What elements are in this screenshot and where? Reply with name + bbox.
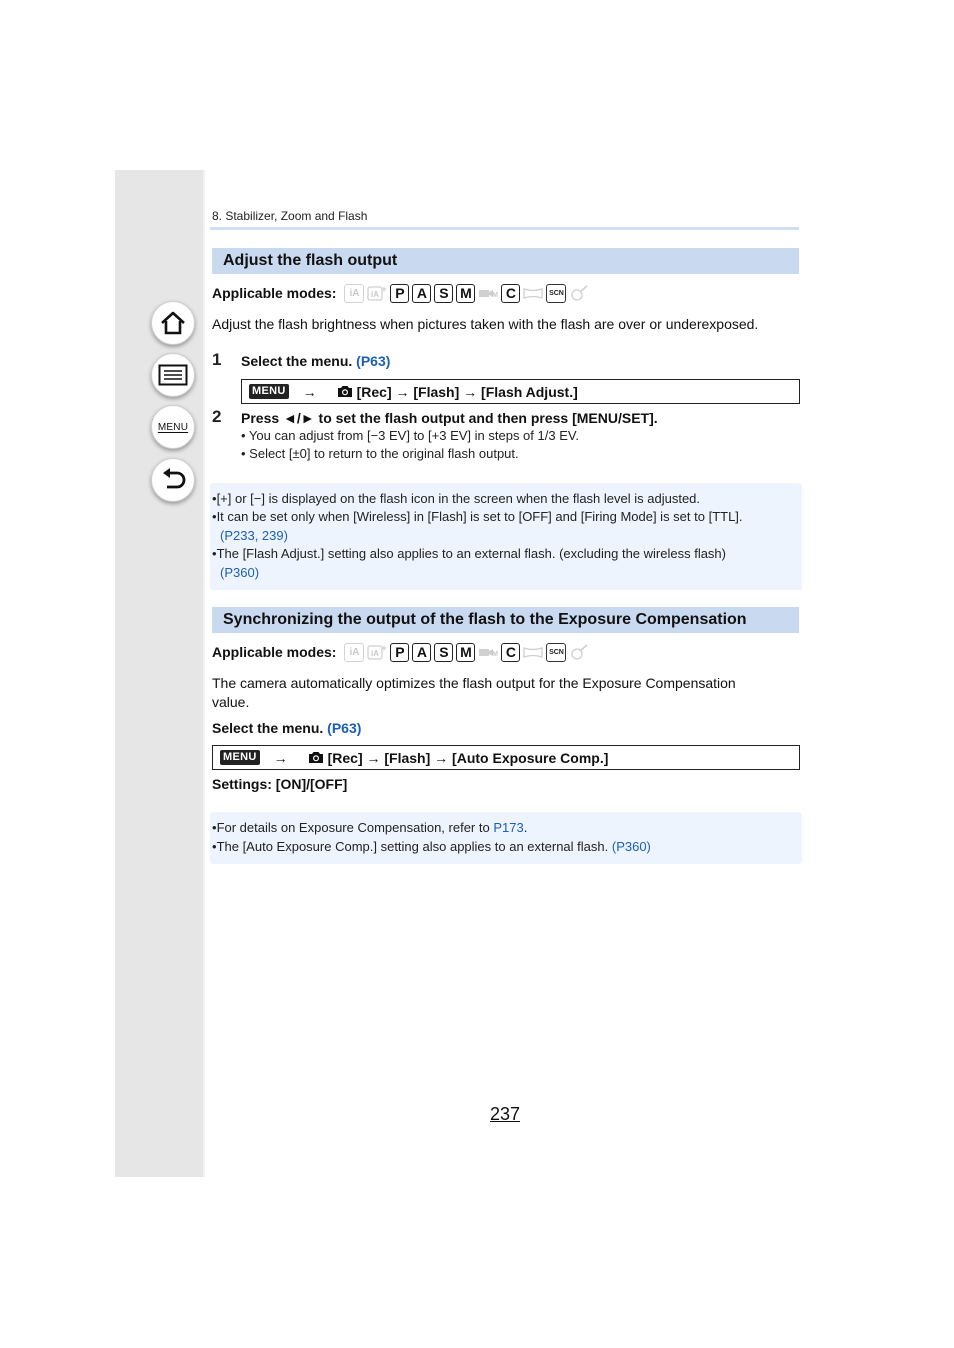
program-mode-icon: P <box>390 643 409 662</box>
section-title: Synchronizing the output of the flash to the Exposure Compensation <box>223 611 747 628</box>
step-instruction: Press ◄/► to set the flash output and then press [MENU/SET]. <box>241 410 658 426</box>
arrow-glyph: → <box>273 749 288 766</box>
menu-button-badge: MENU <box>249 384 289 399</box>
note-text: For details on Exposure Compensation, refer to <box>216 820 490 835</box>
home-icon <box>159 310 187 336</box>
note-item: •For details on Exposure Compensation, refer to P173. <box>212 820 528 835</box>
home-button[interactable] <box>151 301 195 345</box>
step-number: 1 <box>212 350 222 369</box>
svg-text:+: + <box>381 284 388 294</box>
note-text: The [Auto Exposure Comp.] setting also applies to an external flash. <box>216 839 609 854</box>
step-text: Select the menu. <box>212 720 324 736</box>
section-intro: Adjust the flash brightness when pictures taken with the flash are over or underexposed. <box>212 316 759 332</box>
step-instruction <box>241 353 390 369</box>
page-link[interactable]: (P233, 239) <box>220 528 288 543</box>
return-arrow-icon <box>159 467 187 493</box>
back-button[interactable] <box>151 458 195 502</box>
sidebar-edge <box>203 170 205 1177</box>
page-link[interactable]: P173 <box>493 820 524 835</box>
notes-box <box>210 483 802 590</box>
camera-icon <box>337 385 353 398</box>
scene-guide-mode-icon: SCN <box>546 643 566 662</box>
menu-list-button[interactable] <box>151 405 195 449</box>
step-bullets <box>241 427 579 463</box>
notes-box <box>210 812 802 864</box>
creative-control-mode-icon <box>569 284 589 303</box>
note-text: It can be set only when [Wireless] in [Flash] is set to [OFF] and [Firing Mode] is set to [TTL]. <box>216 509 743 524</box>
note-text: The [Flash Adjust.] setting also applies to an external flash. (excluding the wireless flash) <box>216 546 726 561</box>
page-link[interactable]: (P360) <box>611 839 651 854</box>
scene-guide-mode-icon: SCN <box>546 284 566 303</box>
applicable-modes-label: Applicable modes: <box>212 644 337 660</box>
program-mode-icon: P <box>390 284 409 303</box>
bullet-item: • You can adjust from [−3 EV] to [+3 EV] in steps of 1/3 EV. <box>241 428 579 443</box>
step-number: 2 <box>212 407 222 426</box>
intelligent-auto-plus-mode-icon <box>367 284 387 303</box>
manual-mode-icon: M <box>456 284 475 303</box>
custom-mode-icon: C <box>501 284 520 303</box>
note-text: [+] or [−] is displayed on the flash icon in the screen when the flash level is adjusted. <box>216 491 701 506</box>
menu-button-badge: MENU <box>220 750 260 765</box>
note-item: •[+] or [−] is displayed on the flash icon in the screen when the flash level is adjusted. <box>212 491 701 506</box>
panorama-mode-icon <box>523 643 543 662</box>
svg-text:iA: iA <box>371 649 380 658</box>
menu-path-text: [Rec] → [Flash] → [Auto Exposure Comp.] <box>327 749 609 766</box>
note-text: . <box>523 820 528 835</box>
section-intro <box>212 674 736 712</box>
shutter-priority-mode-icon: S <box>434 284 453 303</box>
applicable-modes-row <box>212 641 592 663</box>
page-number[interactable]: 237 <box>490 1104 521 1124</box>
section-title: Adjust the flash output <box>223 252 398 269</box>
note-item: •It can be set only when [Wireless] in [Flash] is set to [OFF] and [Firing Mode] is set to [TTL]. <box>212 509 743 524</box>
svg-text:M: M <box>492 292 499 299</box>
creative-control-mode-icon <box>569 643 589 662</box>
list-icon <box>158 364 188 386</box>
page-link[interactable]: (P360) <box>220 565 260 580</box>
note-link-line <box>220 565 259 580</box>
panorama-mode-icon <box>523 284 543 303</box>
page-link[interactable]: (P63) <box>327 720 362 736</box>
section-title-bar <box>212 607 799 633</box>
creative-video-mode-icon <box>478 284 498 303</box>
applicable-modes-label: Applicable modes: <box>212 285 337 301</box>
arrow-glyph: → <box>302 383 317 400</box>
bullet-item: • Select [±0] to return to the original flash output. <box>241 446 519 461</box>
note-link-line <box>220 528 288 543</box>
svg-text:M: M <box>492 651 499 658</box>
aperture-priority-mode-icon: A <box>412 284 431 303</box>
settings-options: Settings: [ON]/[OFF] <box>212 776 348 792</box>
note-item: •The [Flash Adjust.] setting also applies to an external flash. (excluding the wireless flash) <box>212 546 726 561</box>
chapter-breadcrumb: 8. Stabilizer, Zoom and Flash <box>212 209 368 223</box>
menu-path-box <box>212 745 800 770</box>
aperture-priority-mode-icon: A <box>412 643 431 662</box>
menu-path-text: [Rec] → [Flash] → [Flash Adjust.] <box>356 383 578 400</box>
intelligent-auto-mode-icon: iA <box>344 284 364 303</box>
note-item: •The [Auto Exposure Comp.] setting also applies to an external flash. (P360) <box>212 839 651 854</box>
intelligent-auto-mode-icon: iA <box>344 643 364 662</box>
menu-path-box <box>241 379 800 404</box>
step-text: Select the menu. <box>241 353 353 369</box>
camera-icon <box>308 751 324 764</box>
svg-text:iA: iA <box>371 290 380 299</box>
applicable-modes-row <box>212 282 592 304</box>
contents-button[interactable] <box>151 353 195 397</box>
creative-video-mode-icon <box>478 643 498 662</box>
select-menu-instruction <box>212 719 361 738</box>
header-rule <box>210 227 799 230</box>
custom-mode-icon: C <box>501 643 520 662</box>
intro-line: value. <box>212 694 250 710</box>
page-link[interactable]: (P63) <box>356 353 391 369</box>
svg-text:+: + <box>381 643 388 653</box>
section-title-bar <box>212 248 799 274</box>
intro-line: The camera automatically optimizes the flash output for the Exposure Compensation <box>212 675 736 691</box>
intelligent-auto-plus-mode-icon <box>367 643 387 662</box>
menu-label: MENU <box>157 421 189 433</box>
manual-mode-icon: M <box>456 643 475 662</box>
shutter-priority-mode-icon: S <box>434 643 453 662</box>
